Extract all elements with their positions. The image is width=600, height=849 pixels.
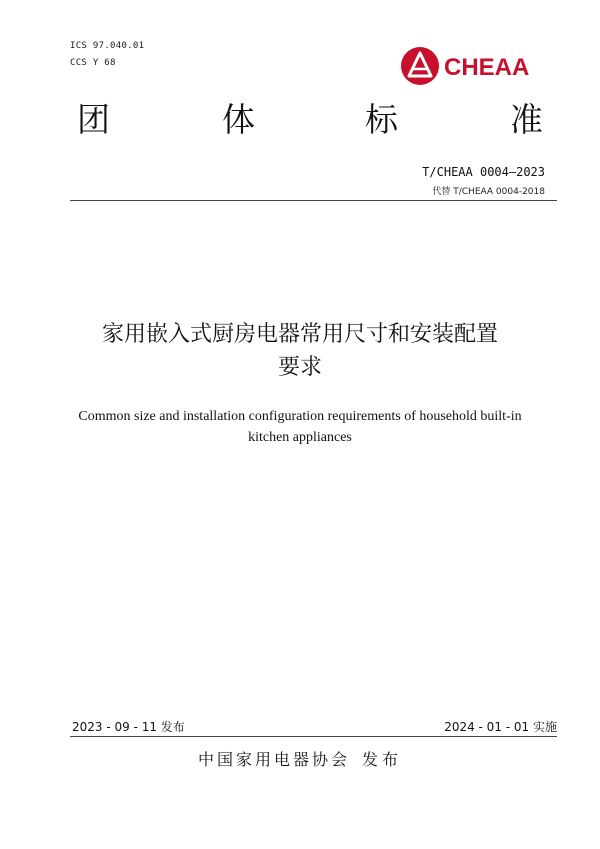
implementation-date: 2024 - 01 - 01 实施 xyxy=(444,720,557,734)
standard-title-char-2: 体 xyxy=(222,100,255,139)
standard-number: T/CHEAA 0004—2023 xyxy=(422,165,545,179)
english-title xyxy=(70,406,530,448)
cheaa-logo-icon xyxy=(400,44,550,88)
ccs-code: CCS Y 68 xyxy=(70,58,116,68)
bottom-divider xyxy=(70,736,557,737)
standard-title-char-1: 团 xyxy=(77,100,110,139)
chinese-title-line-2: 要求 xyxy=(277,355,322,380)
standard-title-char-4: 准 xyxy=(510,100,543,139)
chinese-title-line-1: 家用嵌入式厨房电器常用尺寸和安装配置 xyxy=(101,322,498,347)
issue-date: 2023 - 09 - 11 发布 xyxy=(72,720,185,734)
replaces-standard: 代替 T/CHEAA 0004-2018 xyxy=(432,187,545,197)
publisher-line xyxy=(0,747,600,770)
cheaa-logo xyxy=(400,44,550,88)
ics-code: ICS 97.040.01 xyxy=(70,41,145,51)
standard-title-char-3: 标 xyxy=(365,100,398,139)
top-divider xyxy=(70,200,557,201)
publisher-action: 发布 xyxy=(362,750,403,769)
english-title-line-2: kitchen appliances xyxy=(248,430,352,445)
publisher-organization: 中国家用电器协会 xyxy=(197,750,350,769)
logo-text: CHEAA xyxy=(444,54,530,81)
chinese-title xyxy=(60,318,540,384)
english-title-line-1: Common size and installation configuration requirements of household built-in xyxy=(78,409,522,424)
